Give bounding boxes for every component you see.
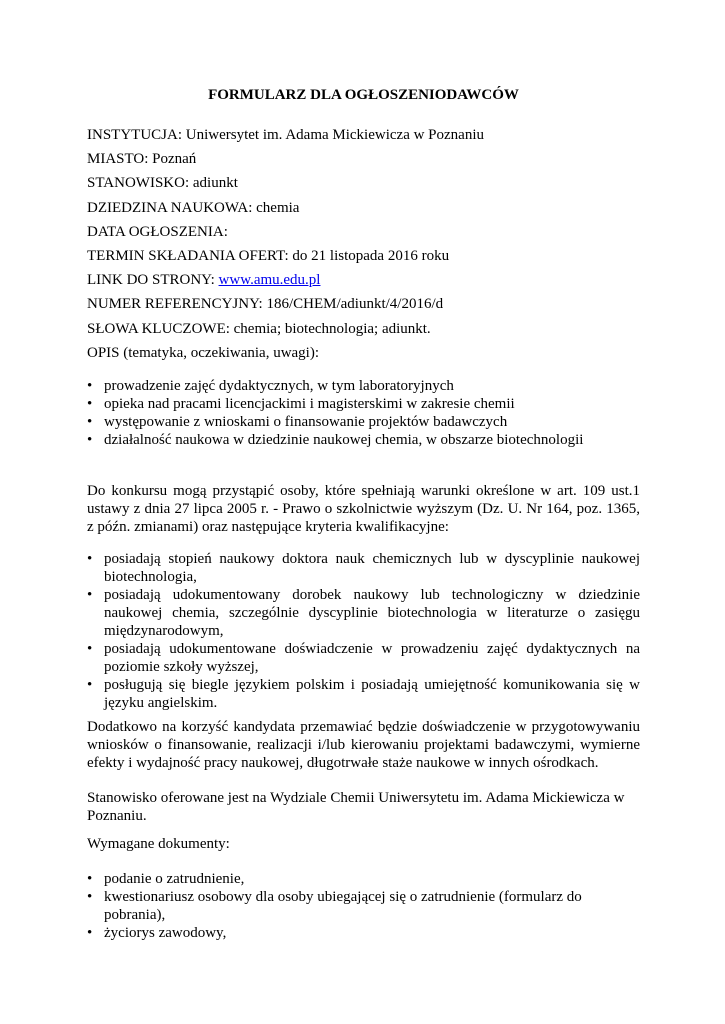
intro-paragraph: Do konkursu mogą przystąpić osoby, które spełniają warunki określone w art. 109 ust.1 ustawy z dnia 27 lipca 2005 r. - Prawo o szkolnictwie wyższym (Dz. U. Nr 164, poz. 1365, z późn. zmianami) oraz następujące kryteria kwalifikacyjne:	[87, 483, 640, 535]
field-miasto: MIASTO: Poznań	[87, 151, 197, 168]
list-item: • podanie o zatrudnienie,	[87, 871, 245, 887]
field-termin: TERMIN SKŁADANIA OFERT: do 21 listopada 2016 roku	[87, 247, 450, 264]
list-item: • posiadają udokumentowane doświadczenie w prowadzeniu zajęć dydaktycznych na poziomie szkoły wyższej,	[87, 641, 640, 675]
additional-paragraph: Dodatkowo na korzyść kandydata przemawiać będzie doświadczenie w przygotowywaniu wniosków o finansowanie, realizacji i/lub kierowaniu projektami badawczymi, wymierne efekty i wydajność pracy naukowej, długotrwałe staże naukowe w innych ośrodkach.	[87, 719, 640, 771]
bullet-icon: •	[87, 871, 93, 887]
position-paragraph: Stanowisko oferowane jest na Wydziale Chemii Uniwersytetu im. Adama Mickiewicza w Poznaniu.	[87, 790, 625, 824]
bullet-icon: •	[87, 414, 93, 430]
documents-list	[87, 870, 640, 942]
bullet-icon: •	[87, 889, 93, 905]
duties-list	[87, 377, 640, 449]
list-item: • posiadają stopień naukowy doktora nauk chemicznych lub w dyscyplinie naukowej biotechnologia,	[87, 551, 640, 585]
bullet-icon: •	[87, 677, 93, 693]
field-link	[87, 271, 640, 295]
link-label: LINK DO STRONY:	[87, 272, 219, 289]
bullet-icon: •	[87, 396, 93, 412]
field-slowa: SŁOWA KLUCZOWE: chemia; biotechnologia; adiunkt.	[87, 320, 431, 337]
list-item: • prowadzenie zajęć dydaktycznych, w tym laboratoryjnych	[87, 378, 454, 394]
documents-heading: Wymagane dokumenty:	[87, 836, 230, 852]
document-title: FORMULARZ DLA OGŁOSZENIODAWCÓW	[208, 87, 519, 103]
field-stanowisko: STANOWISKO: adiunkt	[87, 175, 238, 192]
criteria-list	[87, 550, 640, 712]
bullet-icon: •	[87, 432, 93, 448]
bullet-icon: •	[87, 641, 93, 657]
list-item: • kwestionariusz osobowy dla osoby ubiegającej się o zatrudnienie (formularz do pobrania),	[87, 889, 582, 923]
field-data: DATA OGŁOSZENIA:	[87, 223, 228, 240]
list-item: • posługują się biegle językiem polskim i posiadają umiejętność komunikowania się w języku angielskim.	[87, 677, 640, 711]
field-numer: NUMER REFERENCYJNY: 186/CHEM/adiunkt/4/2016/d	[87, 296, 444, 313]
list-item: • opieka nad pracami licencjackimi i magisterskimi w zakresie chemii	[87, 396, 515, 412]
list-item: • posiadają udokumentowany dorobek naukowy lub technologiczny w dziedzinie naukowej chemia, szczególnie dyscyplinie biotechnologia w literaturze o zasięgu międzynarodowym,	[87, 587, 640, 639]
form-fields	[87, 126, 640, 368]
list-item: • działalność naukowa w dziedzinie naukowej chemia, w obszarze biotechnologii	[87, 432, 584, 448]
field-instytucja: INSTYTUCJA: Uniwersytet im. Adama Mickiewicza w Poznaniu	[87, 127, 485, 143]
field-dziedzina: DZIEDZINA NAUKOWA: chemia	[87, 199, 300, 216]
list-item: • występowanie z wnioskami o finansowanie projektów badawczych	[87, 414, 508, 430]
bullet-icon: •	[87, 587, 93, 603]
bullet-icon: •	[87, 925, 93, 941]
website-link[interactable]: www.amu.edu.pl	[218, 272, 321, 289]
field-opis: OPIS (tematyka, oczekiwania, uwagi):	[87, 344, 320, 361]
bullet-icon: •	[87, 378, 93, 394]
bullet-icon: •	[87, 551, 93, 567]
list-item: • życiorys zawodowy,	[87, 925, 227, 941]
